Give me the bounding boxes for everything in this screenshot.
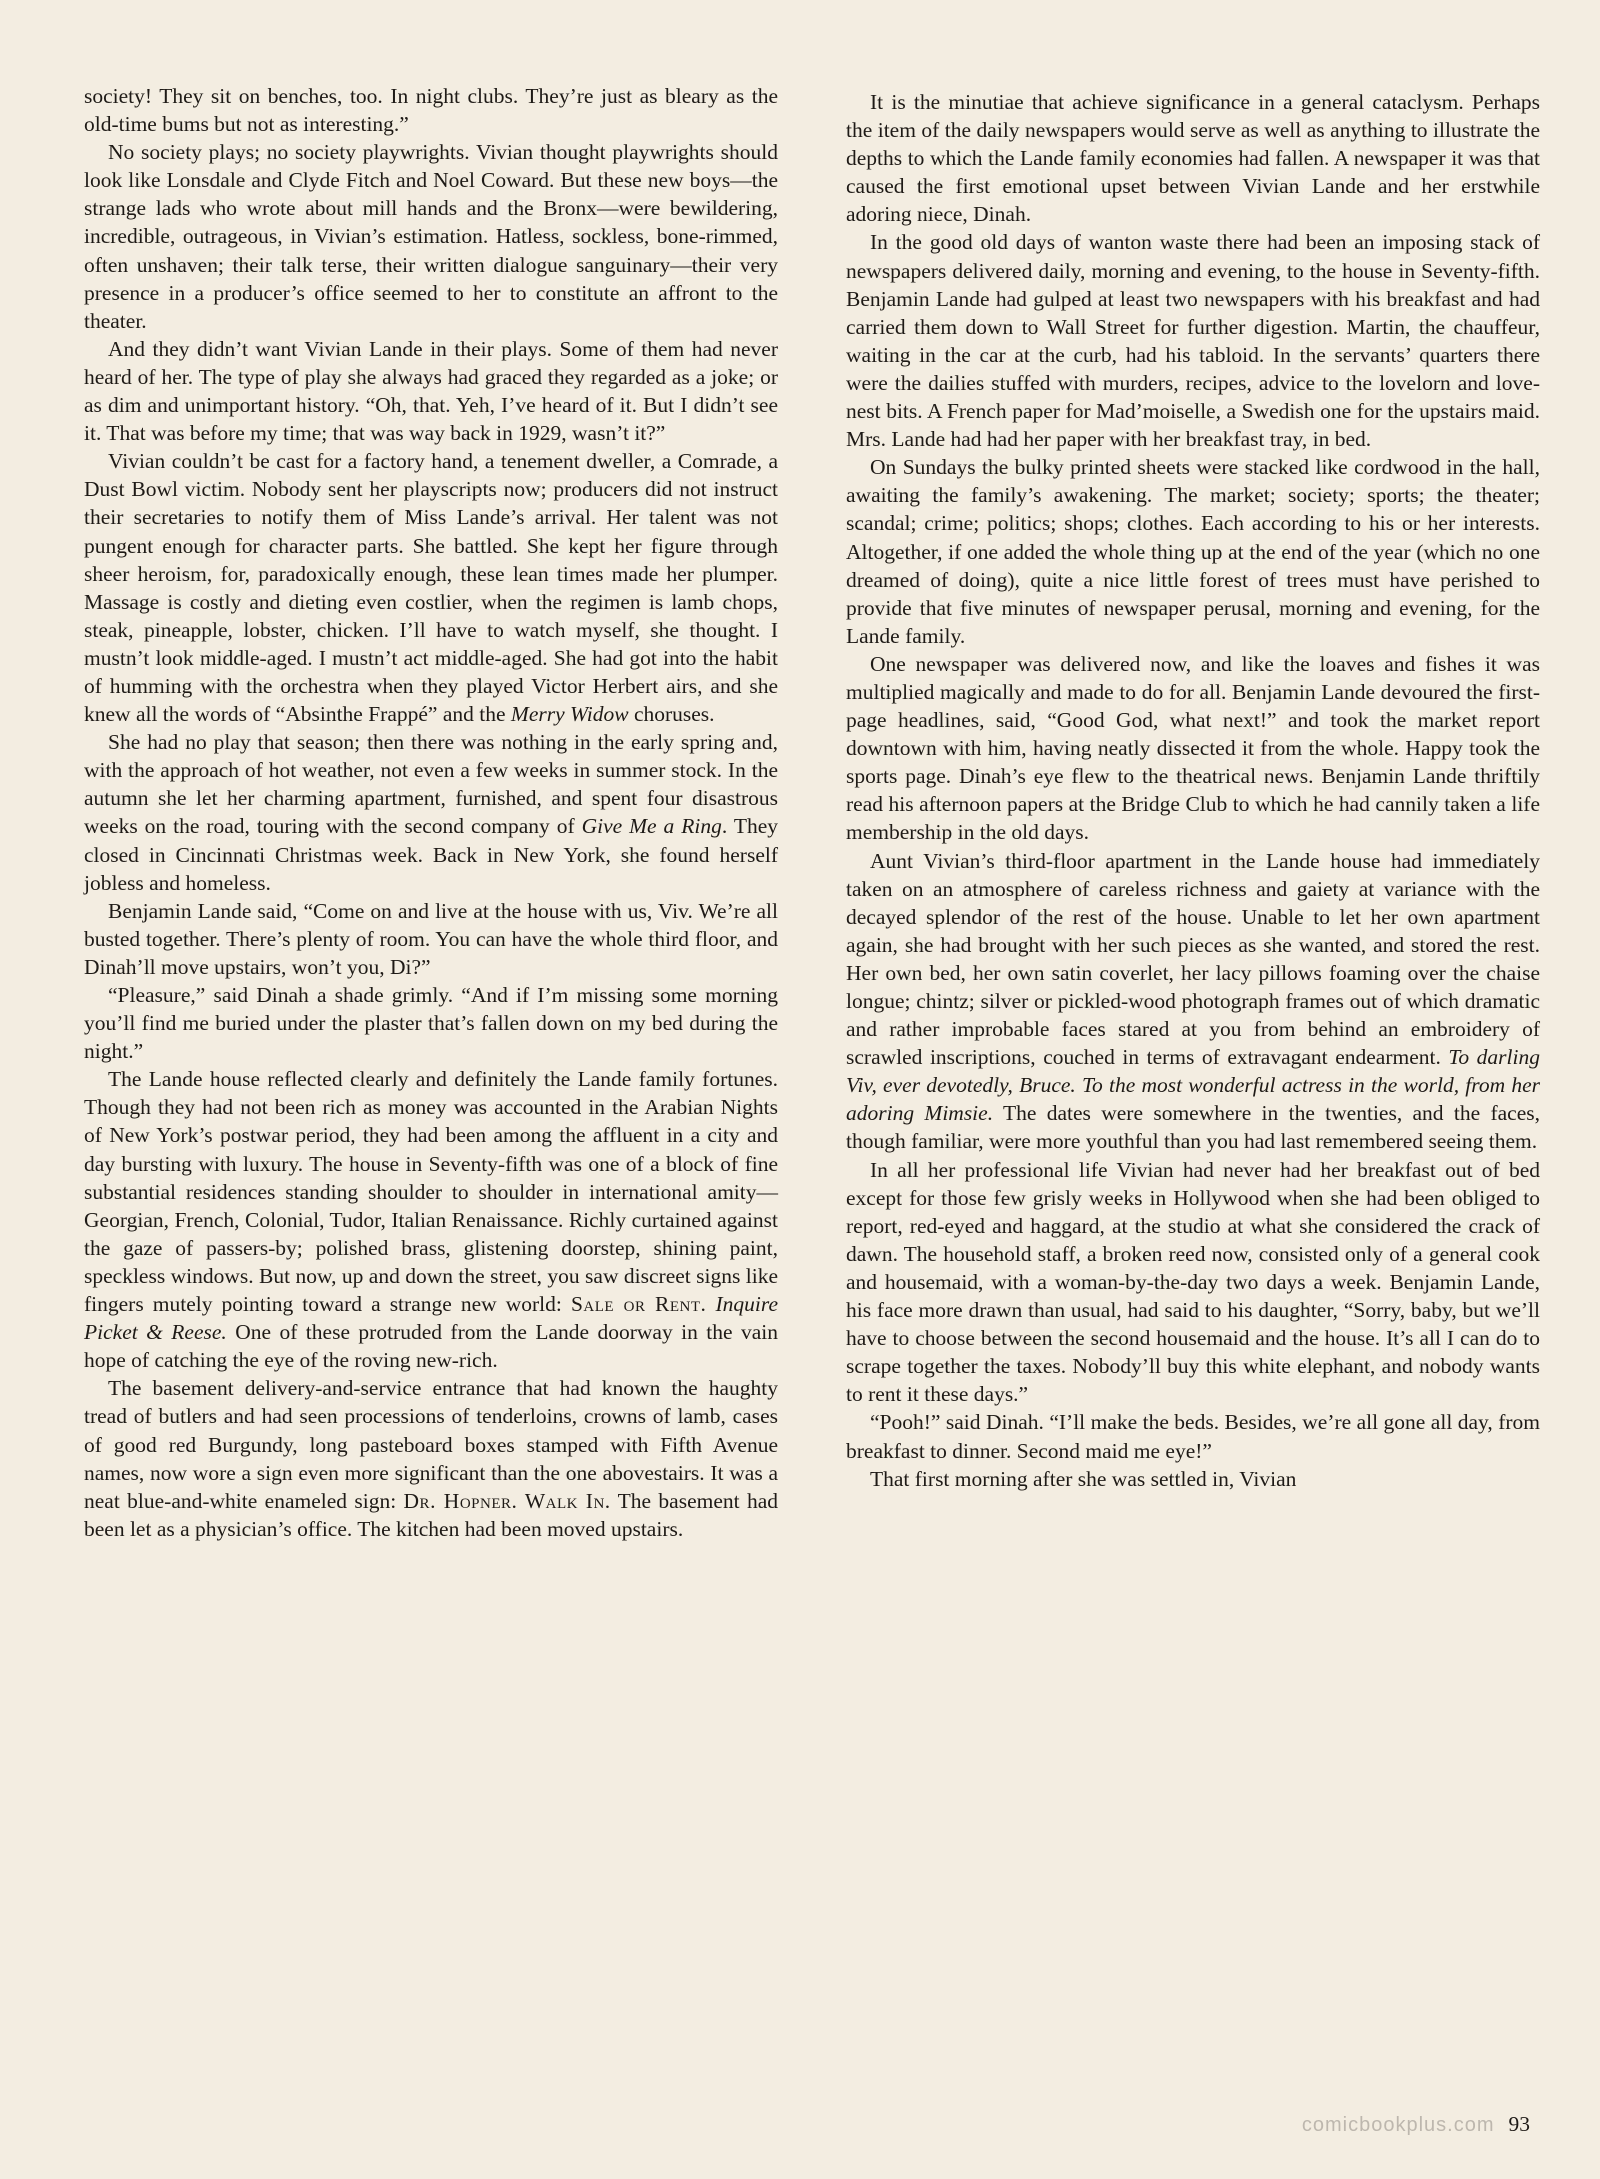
- paragraph-text: The basement had been let as a physician’s office. The kitchen had been moved upstairs.: [84, 1488, 778, 1541]
- paragraph: [846, 1156, 1540, 1409]
- watermark: comicbookplus.com: [1301, 2114, 1495, 2136]
- paragraph-text: One newspaper was delivered now, and like the loaves and fishes it was multiplied magically and made to do for all. Benjamin Lande devoured the first-page headlines, said, “Good God, what next!” and took the market report downtown with him, having neatly dissected it from the whole. Happy took the sports page. Dinah’s eye flew to the theatrical news. Benjamin Lande thriftily read his afternoon papers at the Bridge Club to which he had cannily taken a life membership in the old days.: [846, 651, 1540, 845]
- paragraph-text: The dates were somewhere in the twenties, and the faces, though familiar, were more youthful than you had last remembered seeing them.: [846, 1101, 1540, 1154]
- paragraph-text: And they didn’t want Vivian Lande in their plays. Some of them had never heard of her. The type of play she always had graced they regarded as a joke; or as dim and unimportant history. “Oh, that. Yeh, I’ve heard of it. But I didn’t see it. That was before my time; that was way back in 1929, wasn’t it?”: [84, 336, 778, 446]
- page-number: 93: [1508, 2112, 1530, 2136]
- text-columns: [84, 82, 1540, 1543]
- page-footer: [1302, 2110, 1530, 2139]
- paragraph-text: The Lande house reflected clearly and definitely the Lande family fortunes. Though they had not been rich as money was accounted in the Arabian Nights of New York’s postwar period, they had been among the affluent in a city and day bursting with luxury. The house in Seventy-fifth was one of a block of fine substantial residences standing shoulder to shoulder in international amity—Georgian, French, Colonial, Tudor, Italian Renaissance. Richly curtained against the gaze of passers-by; polished brass, glistening doorstep, shining paint, speckless windows. But now, up and down the street, you saw discreet signs like fingers mutely pointing toward a strange new world:: [84, 1067, 778, 1317]
- paragraph-text: In all her professional life Vivian had never had her breakfast out of bed except for those few grisly weeks in Hollywood when she had been obliged to report, red-eyed and haggard, at the studio at what she considered the crack of dawn. The household staff, a broken reed now, consisted only of a general cook and housemaid, with a woman-by-the-day two days a week. Benjamin Lande, his face more drawn than usual, had said to his daughter, “Sorry, baby, but we’ll have to choose between the second housemaid and the house. It’s all I can do to scrape together the taxes. Nobody’ll buy this white elephant, and nobody wants to rent it these days.”: [846, 1157, 1540, 1407]
- italic-text: Merry Widow: [510, 702, 629, 727]
- paragraph-text: That first morning after she was settled in, Vivian: [870, 1466, 1297, 1491]
- paragraph: [84, 82, 778, 138]
- paragraph-text: “Pooh!” said Dinah. “I’ll make the beds. Besides, we’re all gone all day, from breakfast to dinner. Second maid me eye!”: [846, 1410, 1540, 1463]
- paragraph-text: [706, 1292, 715, 1316]
- paragraph-text: No society plays; no society playwrights. Vivian thought playwrights should look like Lonsdale and Clyde Fitch and Noel Coward. But these new boys—the strange lads who wrote about mill hands and the Bronx—were bewildering, incredible, outrageous, in Vivian’s estimation. Hatless, sockless, bone-rimmed, often unshaven; their talk terse, their written dialogue sanguinary—their very presence in a producer’s office seemed to her to constitute an affront to the theater.: [84, 140, 778, 333]
- italic-text: Give Me a Ring: [581, 814, 722, 839]
- paragraph-text: In the good old days of wanton waste there had been an imposing stack of newspapers delivered daily, morning and evening, to the house in Seventy-fifth. Benjamin Lande had gulped at least two newspapers with his breakfast and had carried them down to Wall Street for further digestion. Martin, the chauffeur, waiting in the car at the curb, had his tabloid. In the servants’ quarters there were the dailies stuffed with murders, recipes, advice to the lovelorn and love-nest bits. A French paper for Mad’moiselle, a Swedish one for the upstairs maid. Mrs. Lande had had her paper with her breakfast tray, in bed.: [846, 230, 1540, 452]
- paragraph: [846, 1465, 1540, 1493]
- paragraph: [846, 88, 1540, 228]
- paragraph-text: The basement delivery-and-service entrance that had known the haughty tread of butlers and had seen processions of tenderloins, crowns of lamb, cases of good red Burgundy, long pasteboard boxes stamped with Fifth Avenue names, now wore a sign even more significant than the one abovestairs. It was a neat blue-and-white enameled sign:: [84, 1376, 778, 1513]
- small-caps-text: Sale or Rent.: [570, 1292, 707, 1317]
- paragraph-text: Vivian couldn’t be cast for a factory hand, a tenement dweller, a Comrade, a Dust Bowl victim. Nobody sent her playscripts now; producers did not instruct their secretaries to notify them of Miss Lande’s arrival. Her talent was not pungent enough for character parts. She battled. She kept her figure through sheer heroism, for, paradoxically enough, these lean times made her plumper. Massage is costly and dieting even costlier, when the regimen is lamb chops, steak, pineapple, lobster, chicken. I’ll have to watch myself, she thought. I mustn’t look middle-aged. I mustn’t act middle-aged. She had got into the habit of humming with the orchestra when they played Victor Herbert airs, and she knew all the words of “Absinthe Frappé” and the: [84, 449, 778, 727]
- right-column: [846, 88, 1540, 1543]
- italic-text: Inquire Picket & Reese.: [84, 1292, 779, 1345]
- paragraph: [84, 897, 778, 981]
- paragraph: [846, 847, 1540, 1156]
- paragraph-text: It is the minutiae that achieve significance in a general cataclysm. Perhaps the item of the daily newspapers would serve as well as anything to illustrate the depths to which the Lande family economies had fallen. A newspaper it was that caused the first emotional upset between Vivian Lande and her erstwhile adoring niece, Dinah.: [846, 90, 1540, 227]
- paragraph: [846, 228, 1540, 453]
- paragraph: [846, 650, 1540, 847]
- paragraph: [84, 728, 778, 897]
- paragraph-text: . They closed in Cincinnati Christmas week. Back in New York, she found herself jobless and homeless.: [84, 814, 778, 895]
- paragraph: [846, 1408, 1540, 1464]
- paragraph: [846, 453, 1540, 650]
- paragraph-text: She had no play that season; then there was nothing in the early spring and, with the approach of hot weather, not even a few weeks in summer stock. In the autumn she let her charming apartment, furnished, and spent four disastrous weeks on the road, touring with the second company of: [84, 730, 778, 839]
- paragraph: [84, 981, 778, 1065]
- paragraph: [84, 447, 778, 728]
- paragraph: [84, 1065, 778, 1374]
- small-caps-text: Dr. Hopner. Walk In.: [403, 1488, 611, 1513]
- paragraph: [84, 1374, 778, 1543]
- paragraph-text: Benjamin Lande said, “Come on and live at the house with us, Viv. We’re all busted together. There’s plenty of room. You can have the whole third floor, and Dinah’ll move upstairs, won’t you, Di?”: [84, 898, 778, 979]
- paragraph-text: choruses.: [628, 702, 715, 727]
- paragraph: [84, 138, 778, 335]
- paragraph-text: Aunt Vivian’s third-floor apartment in the Lande house had immediately taken on an atmosphere of careless richness and gaiety at variance with the decayed splendor of the rest of the house. Unable to let her own apartment again, she had brought with her such pieces as she wanted, and stored the rest. Her own bed, her own satin coverlet, her lacy pillows foaming over the chaise longue; chintz; silver or pickled-wood photograph frames out of which dramatic and rather improbable faces stared at you from behind an embroidery of scrawled inscriptions, couched in terms of extravagant endearment.: [846, 848, 1540, 1070]
- paragraph-text: society! They sit on benches, too. In night clubs. They’re just as bleary as the old-time bums but not as interesting.”: [84, 84, 778, 137]
- paragraph: [84, 335, 778, 447]
- paragraph-text: On Sundays the bulky printed sheets were stacked like cordwood in the hall, awaiting the family’s awakening. The market; society; sports; the theater; scandal; crime; politics; shops; clothes. Each according to his or her interests. Altogether, if one added the whole thing up at the end of the year (which no one dreamed of doing), quite a nice little forest of trees must have perished to provide that five minutes of newspaper perusal, morning and evening, for the Lande family.: [846, 455, 1540, 648]
- left-column: [84, 82, 778, 1543]
- paragraph-text: “Pleasure,” said Dinah a shade grimly. “And if I’m missing some morning you’ll find me buried under the plaster that’s fallen down on my bed during the night.”: [84, 983, 778, 1064]
- paragraph-text: One of these protruded from the Lande doorway in the vain hope of catching the eye of the roving new-rich.: [84, 1320, 778, 1373]
- italic-text: To darling Viv, ever devotedly, Bruce. To the most wonderful actress in the world, from her adoring Mimsie.: [846, 1045, 1540, 1126]
